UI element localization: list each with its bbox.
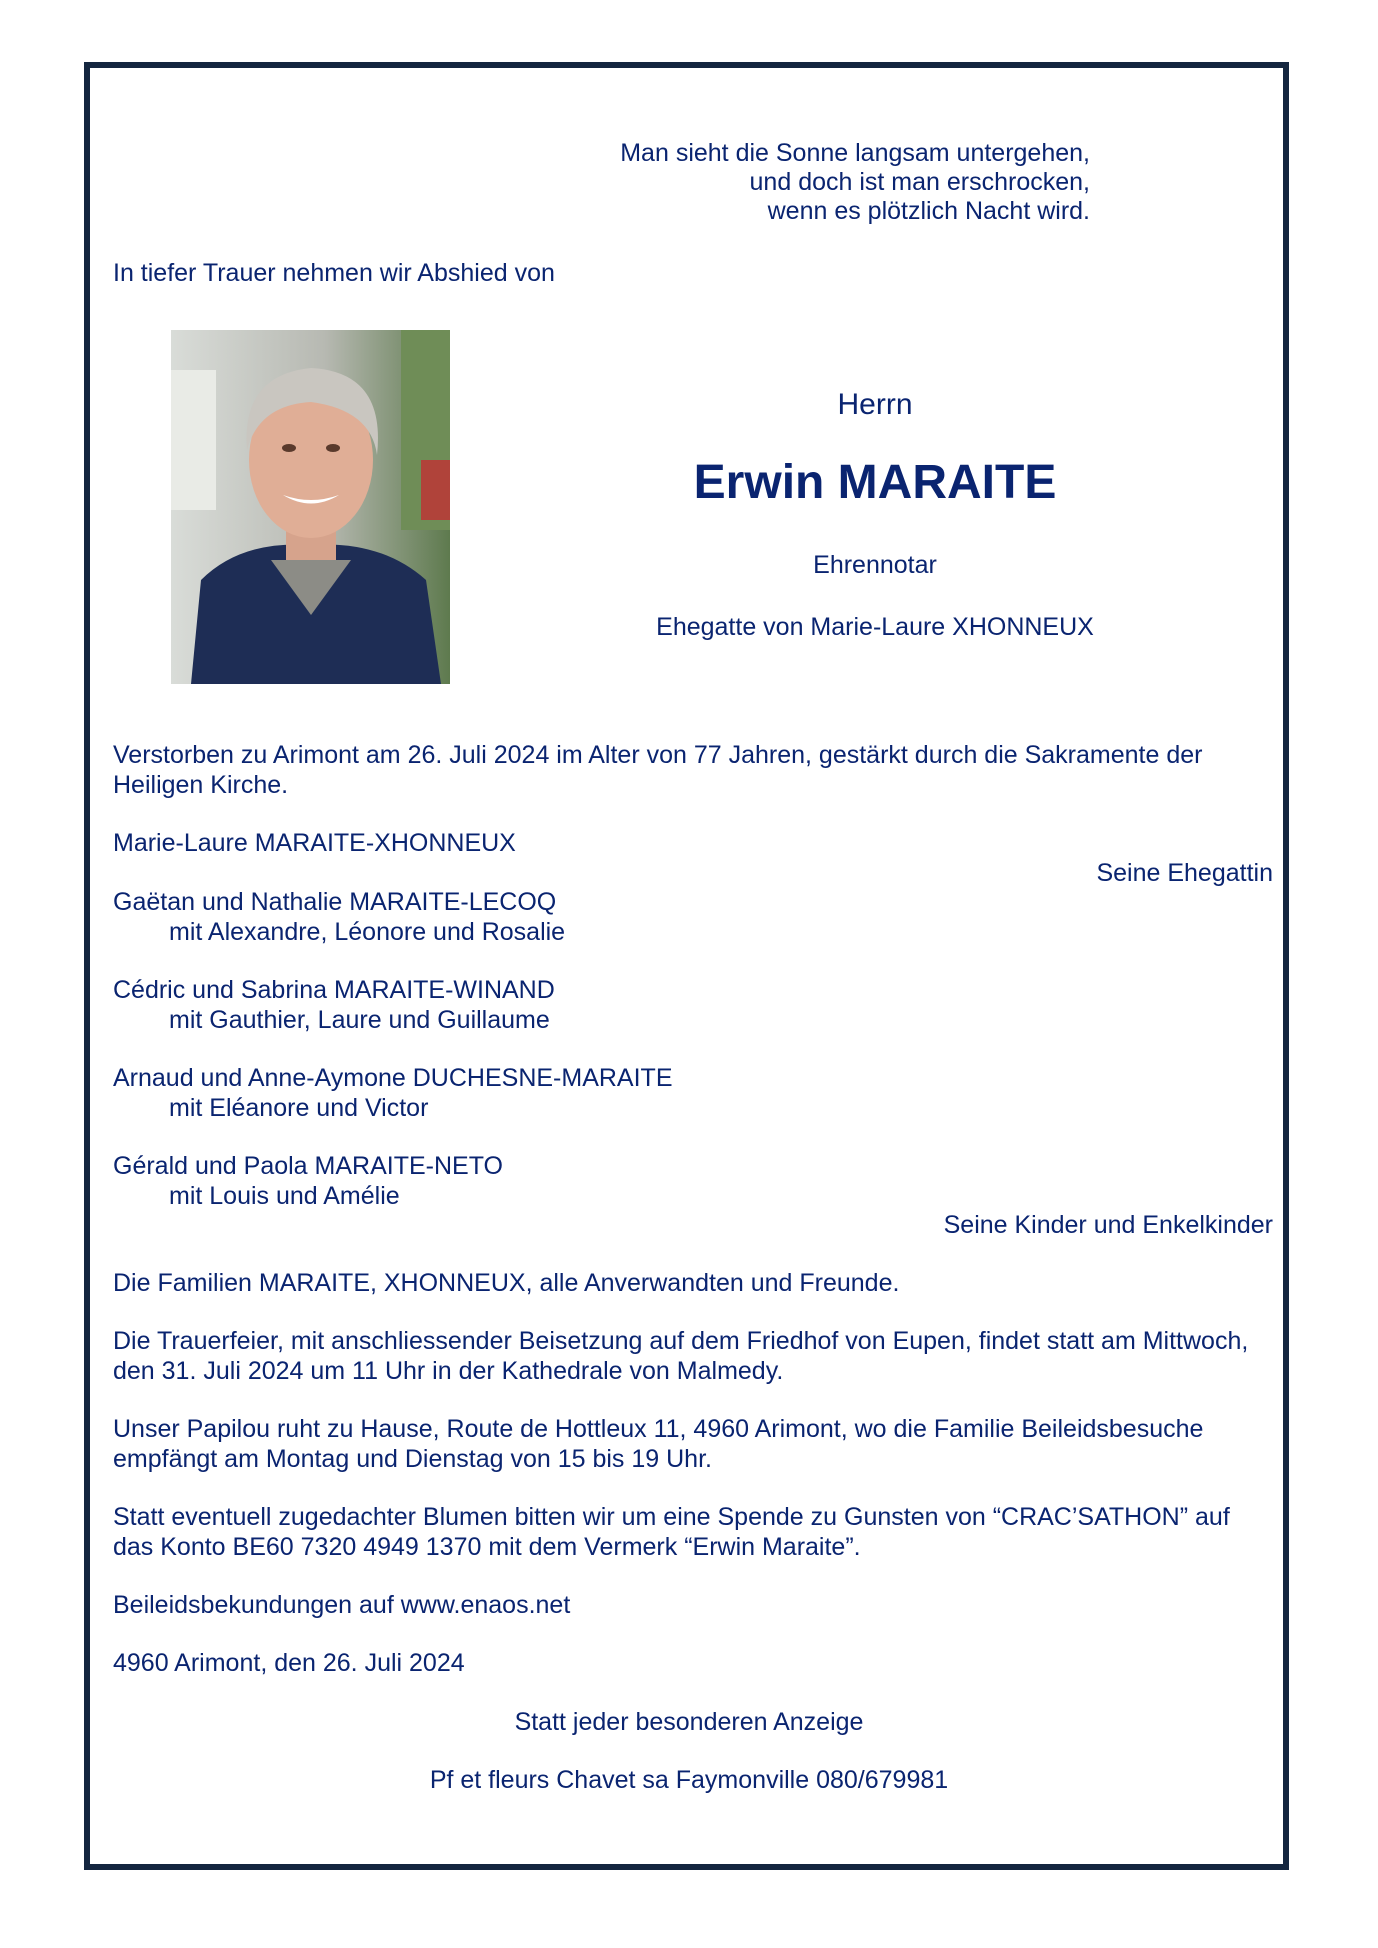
children-role: Seine Kinder und Enkelkinder [943, 1211, 1273, 1239]
death-notice: Verstorben zu Arimont am 26. Juli 2024 im Alter von 77 Jahren, gestärkt durch die Sakramente der Heiligen Kirche. [113, 741, 1203, 799]
condolences-line: Beileidsbekundungen auf www.enaos.net [113, 1591, 571, 1619]
intro-text: In tiefer Trauer nehmen wir Abshied von [113, 259, 555, 287]
donation-info: Statt eventuell zugedachter Blumen bitten wir um eine Spende zu Gunsten von “CRAC’SATHON” auf das Konto BE60 7320 4949 1370 mit dem Vermerk “Erwin Maraite”. [113, 1503, 1230, 1561]
child-couple: Gérald und Paola MARAITE-NETO [113, 1152, 503, 1180]
spouse-line: Ehegatte von Marie-Laure XHONNEUX [656, 613, 1094, 641]
funeral-home: Pf et fleurs Chavet sa Faymonville 080/679981 [429, 1766, 949, 1794]
funeral-info: Die Trauerfeier, mit anschliessender Beisetzung auf dem Friedhof von Eupen, findet statt am Mittwoch, den 31. Juli 2024 um 11 Uhr in der Kathedrale von Malmedy. [113, 1327, 1249, 1385]
widow-name: Marie-Laure MARAITE-XHONNEUX [113, 829, 516, 857]
poem-line: Man sieht die Sonne langsam untergehen, [620, 139, 1090, 167]
families-line: Die Familien MARAITE, XHONNEUX, alle Anverwandten und Freunde. [113, 1269, 900, 1297]
widow-role: Seine Ehegattin [1096, 859, 1273, 887]
grandchildren: mit Louis und Amélie [169, 1182, 400, 1210]
grandchildren: mit Alexandre, Léonore und Rosalie [169, 918, 566, 946]
salutation: Herrn [837, 388, 913, 421]
poem-line: und doch ist man erschrocken, [749, 168, 1090, 196]
deceased-title: Ehrennotar [813, 551, 937, 579]
poem [620, 139, 1090, 226]
child-couple: Arnaud und Anne-Aymone DUCHESNE-MARAITE [113, 1064, 673, 1092]
child-couple: Cédric und Sabrina MARAITE-WINAND [113, 976, 555, 1004]
notice-line: Statt jeder besonderen Anzeige [514, 1708, 864, 1736]
grandchildren: mit Eléanore und Victor [169, 1094, 429, 1122]
child-couple: Gaëtan und Nathalie MARAITE-LECOQ [113, 888, 557, 916]
poem-line: wenn es plötzlich Nacht wird. [767, 197, 1090, 225]
visitation-info: Unser Papilou ruht zu Hause, Route de Hottleux 11, 4960 Arimont, wo die Familie Beileidsbesuche empfängt am Montag und Dienstag von 15 bis 19 Uhr. [113, 1415, 1204, 1473]
grandchildren: mit Gauthier, Laure und Guillaume [169, 1006, 550, 1034]
deceased-name: Erwin MARAITE [693, 456, 1057, 509]
portrait-photo [171, 330, 450, 684]
place-date: 4960 Arimont, den 26. Juli 2024 [113, 1649, 465, 1677]
